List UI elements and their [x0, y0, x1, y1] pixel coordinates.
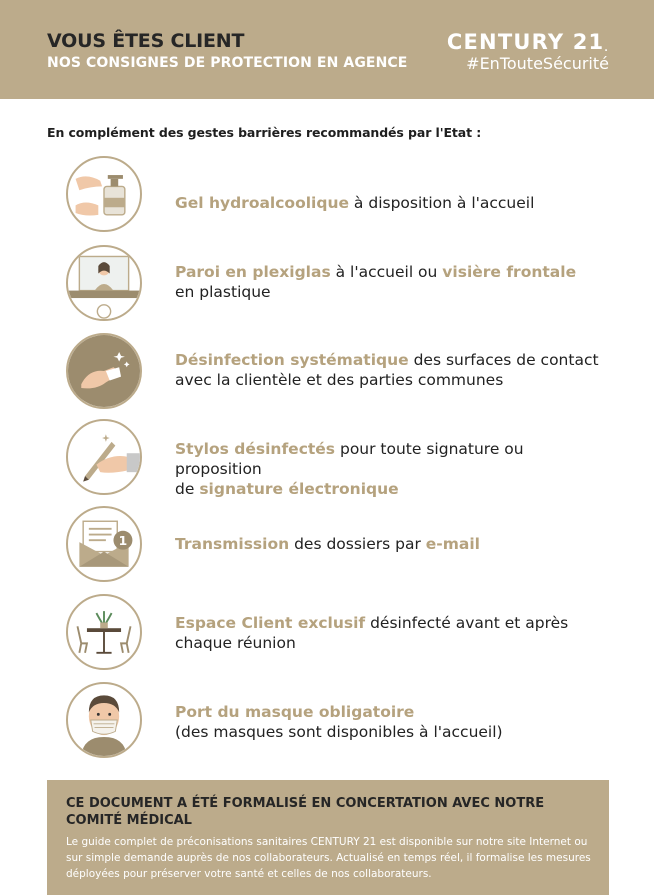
email-icon	[66, 506, 142, 582]
item-description: à l'accueil ou	[330, 263, 443, 281]
item-description: pour toute signature ou proposition	[175, 440, 524, 478]
brand-name: CENTURY 21	[446, 30, 605, 54]
item-highlight: Port du masque obligatoire	[175, 703, 415, 721]
item-text	[175, 702, 615, 742]
list-item	[66, 245, 626, 323]
plexiglass-screen-icon	[66, 245, 142, 321]
item-description-line2: (des masques sont disponibles à l'accueil)	[175, 723, 503, 741]
item-description: des dossiers par	[289, 535, 426, 553]
disinfect-surface-icon	[66, 333, 142, 409]
item-description-line2: avec la clientèle et des parties communes	[175, 371, 504, 389]
hand-sanitizer-icon	[66, 156, 142, 232]
footer-title: CE DOCUMENT A ÉTÉ FORMALISÉ EN CONCERTATION AVEC NOTRE COMITÉ MÉDICAL	[66, 796, 545, 828]
item-text	[175, 613, 615, 653]
item-text	[175, 262, 615, 302]
item-description: désinfecté avant et après	[365, 614, 569, 632]
hashtag: #EnTouteSécurité	[466, 54, 609, 73]
item-highlight: Transmission	[175, 535, 290, 553]
item-highlight-secondary: visière frontale	[442, 263, 577, 281]
list-item	[66, 333, 626, 411]
item-description: à disposition à l'accueil	[349, 194, 535, 212]
item-description: des surfaces de contact	[408, 351, 599, 369]
century21-logo	[447, 30, 609, 54]
item-highlight: Stylos désinfectés	[175, 440, 336, 458]
header-banner	[0, 0, 654, 99]
list-item	[66, 156, 626, 234]
page-title: VOUS ÊTES CLIENT	[47, 30, 245, 52]
page-subtitle: NOS CONSIGNES DE PROTECTION EN AGENCE	[47, 55, 408, 71]
pen-sign-icon	[66, 419, 142, 495]
item-description-line2: chaque réunion	[175, 634, 296, 652]
intro-text: En complément des gestes barrières recommandés par l'Etat :	[47, 125, 482, 140]
item-highlight: Désinfection systématique	[175, 351, 409, 369]
item-highlight: Paroi en plexiglas	[175, 263, 331, 281]
item-highlight-secondary: e-mail	[425, 535, 480, 553]
brand-mark: .	[604, 44, 609, 54]
item-description-line2-prefix: de	[175, 480, 200, 498]
footer-body: Le guide complet de préconisations sanitaires CENTURY 21 est disponible sur notre site Internet ou sur simple demande auprès de nos collaborateurs. Actualisé en temps réel, il formalise les mesures déployées pour préserver votre santé et celles de nos collaborateurs.	[66, 836, 591, 880]
item-text	[175, 439, 615, 499]
list-item	[66, 594, 626, 672]
face-mask-icon	[66, 682, 142, 758]
list-item	[66, 506, 626, 584]
meeting-space-icon	[66, 594, 142, 670]
list-item	[66, 682, 626, 760]
item-highlight-secondary: signature électronique	[199, 480, 399, 498]
item-text	[175, 350, 615, 390]
footer-panel	[47, 780, 609, 895]
item-highlight: Espace Client exclusif	[175, 614, 366, 632]
item-description-line2: en plastique	[175, 283, 271, 301]
notification-count: 1	[118, 533, 128, 548]
item-text	[175, 534, 615, 554]
list-item	[66, 419, 626, 497]
item-text	[175, 193, 615, 213]
item-highlight: Gel hydroalcoolique	[175, 194, 349, 212]
